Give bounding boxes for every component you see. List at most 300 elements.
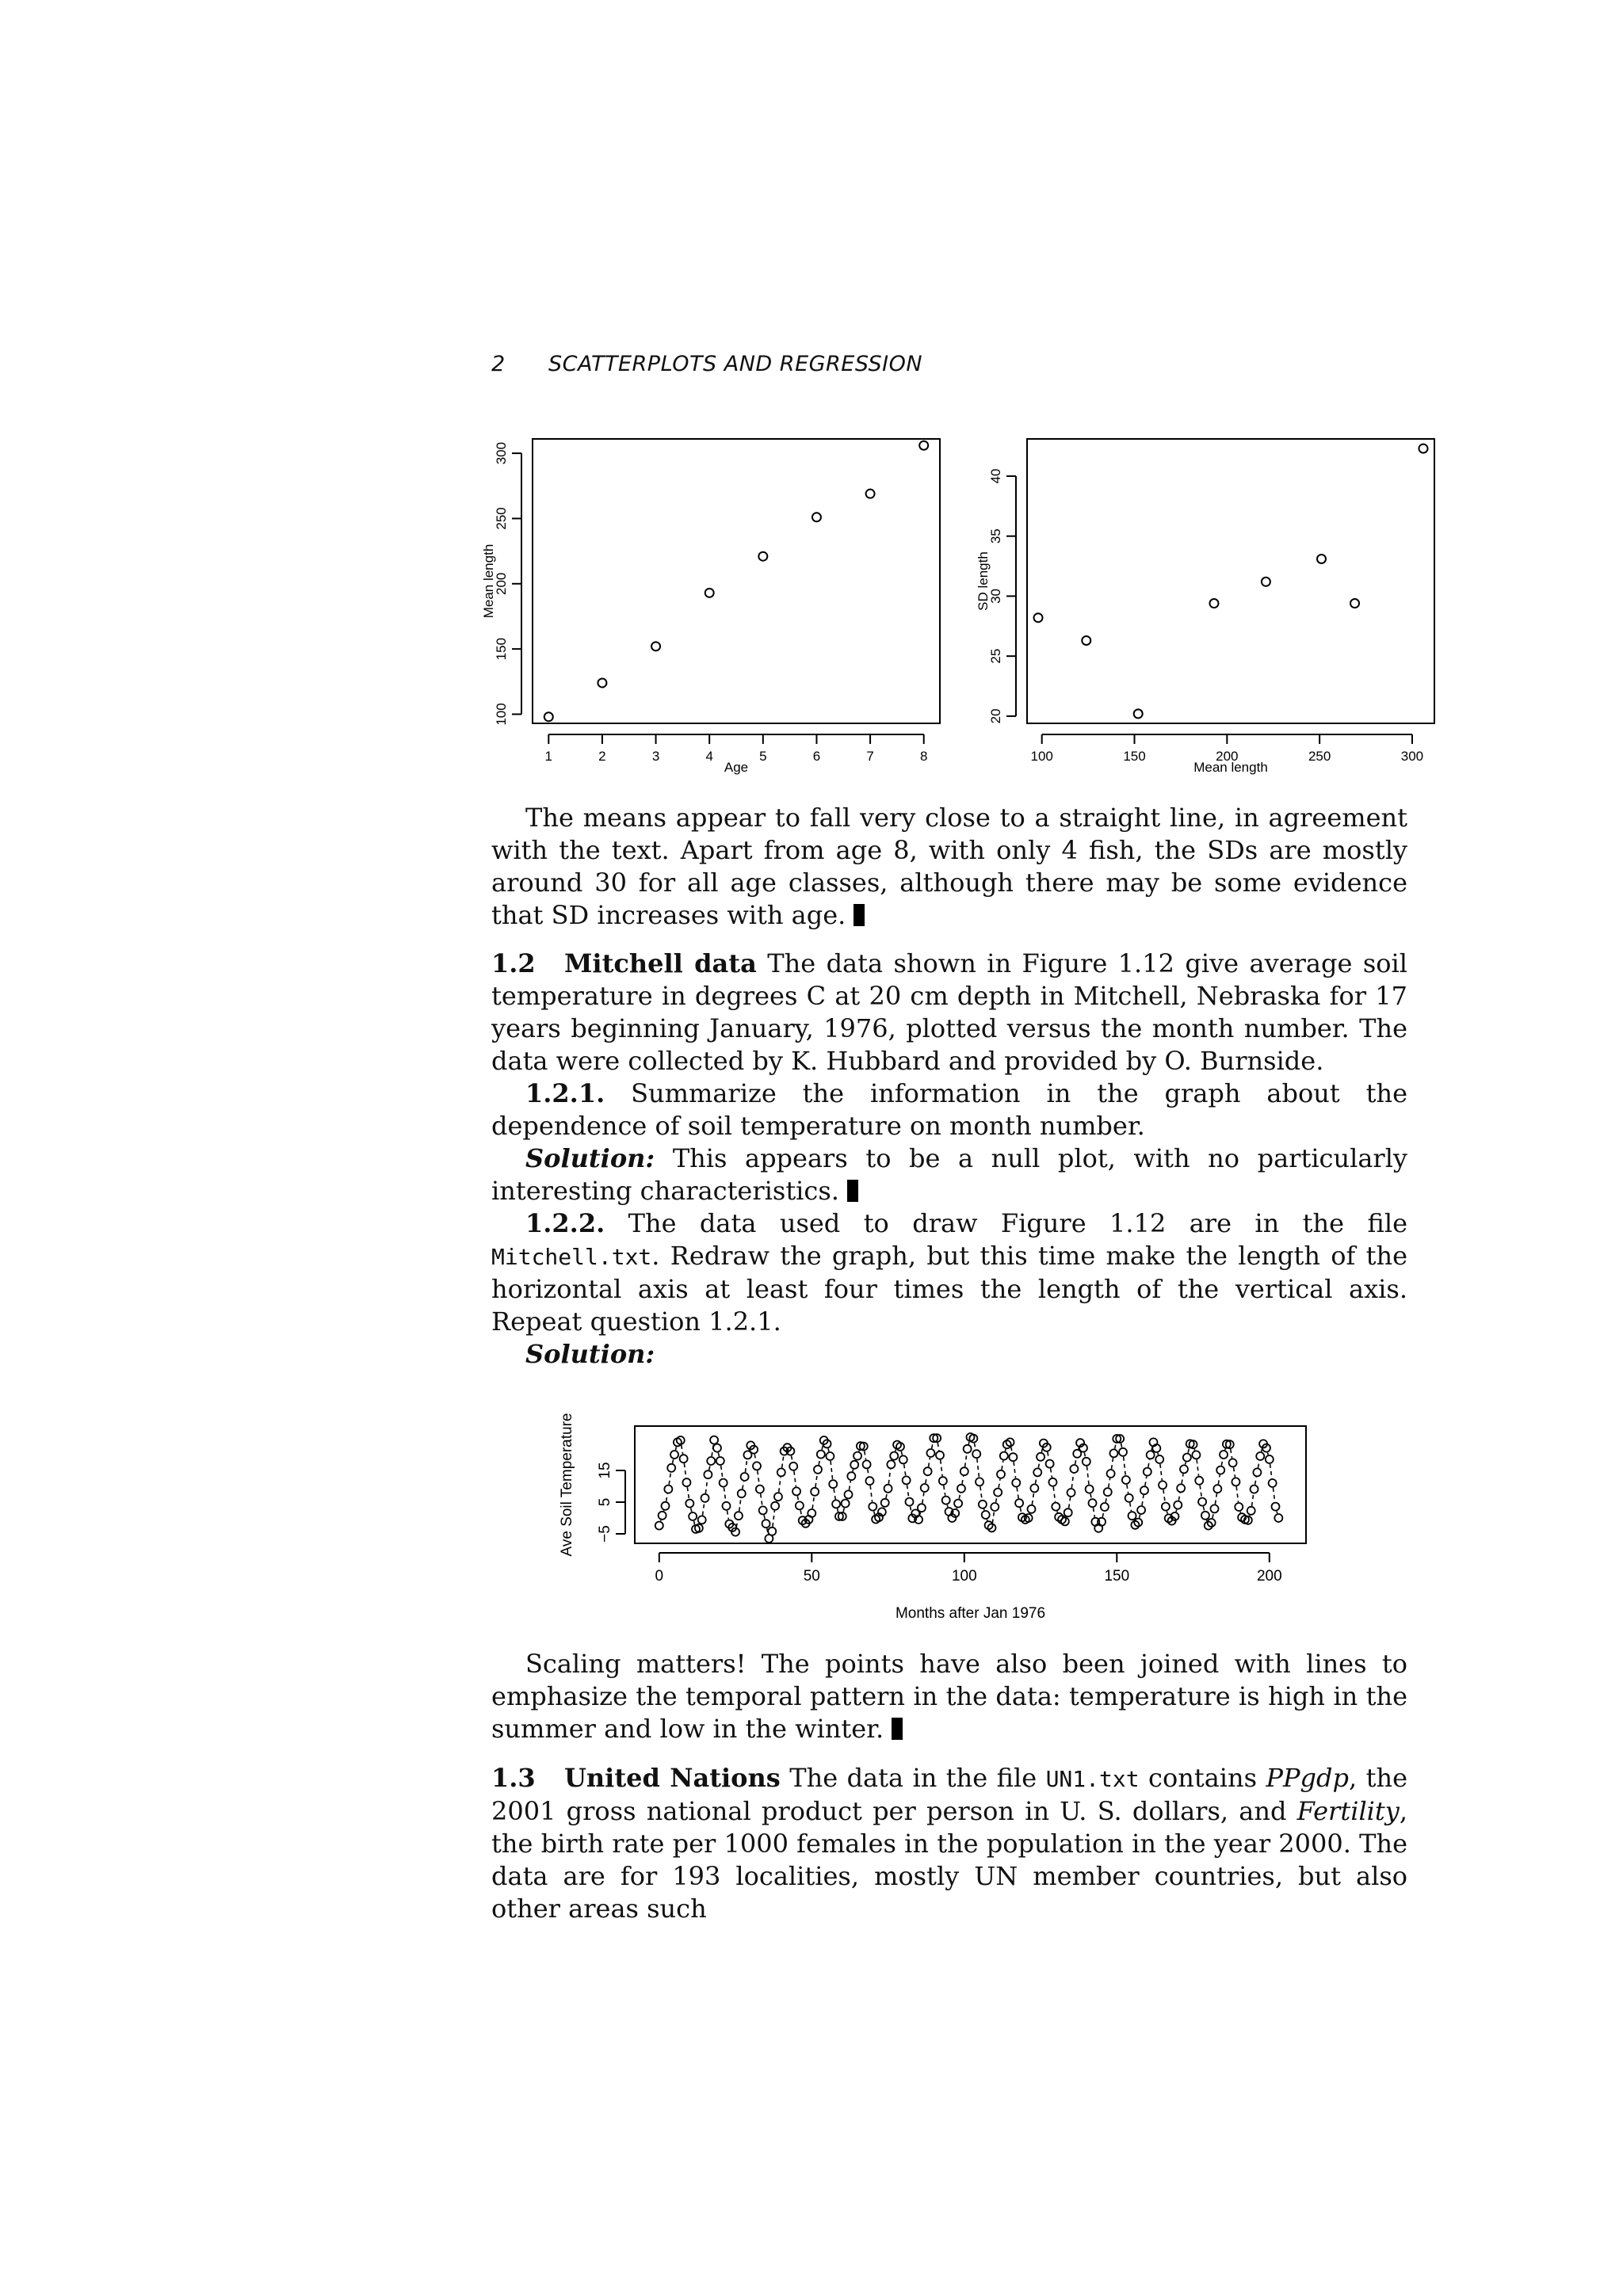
y-tick-label: 200 (494, 572, 509, 595)
series-segment (849, 1481, 850, 1489)
data-point (1195, 1477, 1203, 1485)
series-segment (718, 1452, 719, 1456)
data-point (1086, 1486, 1094, 1493)
series-segment (727, 1511, 728, 1520)
variable-name: Fertility (1296, 1796, 1400, 1826)
x-tick-label: 150 (1104, 1568, 1130, 1585)
data-point (1220, 1451, 1228, 1459)
data-point (655, 1522, 663, 1530)
data-point (1015, 1499, 1023, 1507)
data-point (1155, 1455, 1163, 1463)
sd-length-vs-mean-length-plot (976, 439, 1434, 775)
series-segment (1267, 1452, 1268, 1455)
series-segment (1086, 1466, 1089, 1485)
x-tick-label: 50 (803, 1568, 820, 1585)
data-point (1253, 1468, 1261, 1476)
data-point (899, 1455, 907, 1463)
series-segment (1178, 1493, 1180, 1500)
data-point (926, 1449, 934, 1457)
series-segment (1158, 1453, 1159, 1455)
series-segment (1145, 1477, 1147, 1486)
x-tick-label: 200 (1256, 1568, 1282, 1585)
data-point (756, 1486, 764, 1493)
data-point (1350, 599, 1359, 608)
data-point (812, 513, 821, 521)
section-number: 1.3 (491, 1763, 536, 1793)
y-tick-label: −5 (597, 1525, 613, 1543)
series-segment (1203, 1506, 1204, 1510)
question-text-before: The data used to draw Figure 1.12 are in the file (628, 1208, 1407, 1238)
series-segment (1071, 1474, 1073, 1488)
data-point (777, 1468, 785, 1476)
file-name: Mitchell.txt (491, 1244, 652, 1270)
question-text: Summarize the information in the graph about the dependence of soil temperature on month number. (491, 1078, 1408, 1141)
file-name: UN1.txt (1045, 1766, 1140, 1792)
x-tick-label: 250 (1308, 749, 1331, 764)
series-segment (675, 1447, 676, 1450)
series-segment (800, 1510, 801, 1516)
data-point (1209, 599, 1218, 608)
data-point (994, 1489, 1002, 1497)
data-point (847, 1472, 855, 1480)
series-segment (834, 1489, 835, 1499)
solution-text: This appears to be a null plot, with no particularly interesting characteristics. (491, 1143, 1408, 1206)
data-point (758, 552, 767, 561)
data-point (918, 1504, 926, 1512)
series-segment (831, 1461, 833, 1479)
data-point (1317, 555, 1326, 563)
data-point (685, 1500, 693, 1508)
section-title: United Nations (564, 1763, 781, 1793)
data-point (1012, 1479, 1020, 1487)
series-segment (1215, 1493, 1216, 1504)
series-segment (782, 1456, 784, 1468)
question-label: 1.2.2. (525, 1208, 605, 1238)
data-point (1266, 1455, 1274, 1463)
solution-label: Solution: (525, 1339, 655, 1369)
series-segment (1093, 1508, 1094, 1517)
series-segment (959, 1493, 960, 1499)
data-point (1213, 1485, 1221, 1493)
x-tick-label: 100 (951, 1568, 977, 1585)
series-segment (865, 1451, 866, 1460)
series-segment (1109, 1478, 1110, 1487)
plot-frame (533, 439, 940, 723)
series-segment (1084, 1452, 1085, 1456)
y-tick-label: 250 (494, 507, 509, 530)
data-point (1083, 1458, 1090, 1466)
data-point (1251, 1486, 1258, 1493)
data-point (704, 1470, 712, 1478)
data-point (710, 1436, 718, 1444)
series-segment (666, 1494, 668, 1501)
series-segment (1236, 1486, 1238, 1502)
series-segment (853, 1470, 854, 1472)
series-segment (779, 1477, 781, 1492)
qed-mark (892, 1718, 903, 1740)
series-segment (1051, 1469, 1052, 1478)
data-point (1198, 1498, 1206, 1506)
data-point (1030, 1484, 1038, 1492)
series-segment (1130, 1503, 1132, 1512)
data-point (1119, 1448, 1127, 1456)
data-point (829, 1480, 837, 1488)
data-point (1009, 1453, 1017, 1461)
series-segment (745, 1459, 747, 1472)
data-point (976, 1478, 983, 1486)
data-point (972, 1450, 980, 1458)
series-segment (1002, 1461, 1003, 1470)
data-point (1107, 1470, 1115, 1478)
series-segment (922, 1493, 924, 1503)
series-segment (962, 1476, 964, 1484)
data-point (826, 1452, 834, 1460)
paragraph-scaling (491, 1648, 1407, 1745)
data-point (689, 1512, 697, 1520)
series-segment (761, 1494, 762, 1506)
data-point (1109, 1449, 1117, 1457)
series-segment (1255, 1477, 1257, 1484)
data-point (881, 1499, 889, 1507)
series-segment (1005, 1449, 1006, 1451)
series-segment (1188, 1448, 1189, 1452)
plot-frame (1027, 439, 1434, 723)
soil-temperature-time-series-plot (559, 1413, 1306, 1622)
series-segment (705, 1479, 707, 1493)
data-point (1247, 1507, 1255, 1515)
series-segment (721, 1466, 723, 1478)
data-point (720, 1479, 727, 1487)
data-point (979, 1501, 987, 1508)
y-tick-label: 100 (494, 703, 509, 726)
data-point (723, 1502, 731, 1510)
y-tick-label: 35 (988, 528, 1003, 544)
series-segment (1075, 1459, 1076, 1464)
series-segment (758, 1470, 759, 1484)
data-point (808, 1509, 815, 1517)
data-point (774, 1493, 782, 1501)
y-axis-label: SD length (976, 551, 991, 611)
data-point (741, 1473, 749, 1481)
data-point (1274, 1514, 1282, 1522)
data-point (698, 1516, 706, 1524)
x-tick-label: 3 (651, 749, 660, 764)
series-segment (1090, 1493, 1091, 1498)
data-point (738, 1489, 746, 1497)
paragraph-scaling-text: Scaling matters! The points have also been joined with lines to emphasize the temporal pattern in the data: temperature is high in the summer and low in the winter. (491, 1649, 1407, 1744)
y-tick-label: 15 (597, 1462, 613, 1479)
series-segment (1258, 1461, 1260, 1468)
x-tick-label: 7 (866, 749, 874, 764)
series-segment (947, 1505, 948, 1507)
series-segment (941, 1460, 942, 1476)
x-tick-label: 4 (705, 749, 713, 764)
data-point (1183, 1454, 1191, 1462)
data-point (1000, 1452, 1008, 1460)
data-point (1125, 1494, 1133, 1502)
data-point (1269, 1479, 1277, 1487)
series-segment (815, 1474, 817, 1487)
series-segment (1053, 1487, 1055, 1502)
series-segment (754, 1454, 756, 1461)
data-point (942, 1497, 950, 1505)
data-point (1104, 1488, 1112, 1496)
series-segment (1127, 1485, 1128, 1493)
series-segment (926, 1476, 927, 1483)
paragraph-means (491, 802, 1407, 932)
series-segment (691, 1508, 692, 1512)
series-segment (977, 1459, 980, 1477)
data-point (903, 1476, 911, 1484)
x-tick-label: 100 (1030, 749, 1053, 764)
series-segment (1221, 1459, 1223, 1466)
series-segment (1032, 1493, 1033, 1505)
series-segment (682, 1445, 683, 1454)
paragraph-means-text: The means appear to fall very close to a straight line, in agreement with the text. Apart from age 8, with only 4 fish, the SDs are mostly around 30 for all age classes, although there may be some evidence that SD increases with age. (491, 803, 1407, 930)
data-point (713, 1444, 721, 1452)
data-point (670, 1451, 678, 1459)
series-segment (1011, 1447, 1012, 1452)
series-segment (1148, 1459, 1150, 1466)
series-segment (980, 1486, 982, 1500)
data-point (957, 1485, 965, 1493)
data-point (705, 589, 714, 597)
data-point (850, 1461, 858, 1469)
question-text-after: . Redraw the graph, but this time make the length of the horizontal axis at least four times the length of the vertical axis. Repeat question 1.2.1. (491, 1241, 1407, 1337)
data-point (865, 1477, 873, 1485)
y-tick-label: 150 (494, 637, 509, 661)
data-point (1037, 1453, 1044, 1461)
series-segment (996, 1497, 997, 1502)
y-tick-label: 25 (988, 648, 1003, 664)
y-tick-label: 30 (988, 588, 1003, 604)
series-segment (1212, 1513, 1213, 1518)
data-point (842, 1500, 850, 1508)
series-segment (1270, 1464, 1272, 1478)
data-point (939, 1477, 947, 1485)
x-axis-label: Months after Jan 1976 (895, 1605, 1046, 1622)
data-point (1201, 1512, 1209, 1520)
series-segment (1231, 1449, 1232, 1458)
series-segment (828, 1448, 829, 1451)
series-segment (1038, 1462, 1040, 1468)
section-number: 1.2 (491, 948, 536, 978)
data-point (997, 1470, 1005, 1478)
series-segment (669, 1473, 670, 1485)
section-united-nations (491, 1762, 1407, 1925)
series-segment (797, 1496, 798, 1501)
series-segment (938, 1443, 939, 1451)
series-segment (992, 1512, 994, 1524)
data-point (982, 1511, 990, 1519)
series-segment (743, 1482, 744, 1489)
x-tick-label: 6 (812, 749, 821, 764)
data-point (735, 1512, 743, 1520)
x-tick-label: 150 (1123, 749, 1146, 764)
section-body: contains (1148, 1763, 1258, 1793)
series-segment (868, 1469, 869, 1476)
data-point (1256, 1452, 1264, 1460)
series-segment (764, 1515, 765, 1519)
data-point (1101, 1503, 1109, 1511)
series-segment (709, 1466, 710, 1470)
data-point (906, 1498, 914, 1506)
series-segment (1069, 1497, 1071, 1508)
section-body: The data in the file (789, 1763, 1037, 1793)
series-segment (739, 1498, 741, 1511)
question-label: 1.2.1. (525, 1078, 605, 1108)
data-point (1216, 1466, 1224, 1474)
series-segment (1218, 1475, 1220, 1485)
x-tick-label: 8 (919, 749, 928, 764)
series-segment (1200, 1486, 1201, 1497)
data-point (1134, 709, 1143, 718)
x-tick-label: 200 (1216, 749, 1239, 764)
series-segment (843, 1508, 844, 1512)
data-point (890, 1452, 898, 1460)
data-point (680, 1455, 688, 1463)
series-segment (694, 1521, 695, 1524)
data-point (1147, 1451, 1155, 1459)
data-point (991, 1503, 999, 1511)
x-tick-label: 300 (1400, 749, 1424, 764)
series-segment (901, 1451, 902, 1455)
data-point (1046, 1460, 1054, 1468)
y-tick-label: 20 (988, 708, 1003, 724)
data-point (768, 1527, 776, 1535)
qed-mark (854, 904, 865, 926)
x-axis-label: Age (724, 760, 749, 775)
data-point (1211, 1505, 1219, 1512)
data-point (1070, 1465, 1078, 1473)
series-segment (968, 1442, 969, 1444)
data-point (759, 1506, 767, 1514)
series-segment (1035, 1477, 1037, 1483)
qed-mark (847, 1180, 858, 1202)
data-point (1137, 1506, 1145, 1514)
data-point (954, 1500, 962, 1508)
series-segment (965, 1454, 967, 1467)
data-point (1159, 1481, 1167, 1489)
data-point (1162, 1503, 1170, 1511)
series-segment (1111, 1458, 1113, 1469)
data-point (789, 1463, 797, 1470)
data-point (1028, 1505, 1036, 1513)
y-axis-label: Ave Soil Temperature (559, 1413, 575, 1557)
data-point (1144, 1468, 1151, 1476)
section-body: The data shown in Figure 1.12 give average soil temperature in degrees C at 20 cm depth in Mitchell, Nebraska for 17 years beginning January, 1976, plotted versus the month number. The data were collected by K. Hubbard and provided by O. Burnside. (491, 948, 1408, 1076)
section-mitchell (491, 948, 1407, 1371)
data-point (792, 1487, 800, 1495)
data-point (845, 1490, 853, 1498)
series-segment (1160, 1464, 1162, 1480)
data-point (707, 1457, 715, 1465)
data-point (1067, 1489, 1075, 1497)
mean-length-vs-age-plot (481, 439, 940, 775)
data-point (598, 678, 606, 687)
series-segment (1020, 1508, 1021, 1512)
series-segment (944, 1486, 945, 1496)
data-point (817, 1451, 825, 1459)
x-tick-label: 2 (598, 749, 606, 764)
series-segment (1142, 1495, 1144, 1505)
series-segment (874, 1511, 875, 1514)
data-point (1122, 1476, 1130, 1484)
data-point (1033, 1468, 1041, 1476)
section-title: Mitchell data (564, 948, 757, 978)
data-point (667, 1464, 675, 1472)
data-point (753, 1462, 761, 1470)
data-point (1262, 578, 1270, 586)
data-point (1174, 1501, 1182, 1509)
y-tick-label: 300 (494, 441, 509, 465)
data-point (866, 490, 875, 498)
series-segment (812, 1497, 814, 1508)
data-point (716, 1457, 724, 1465)
series-segment (1273, 1488, 1274, 1502)
data-point (919, 441, 928, 450)
series-segment (1115, 1444, 1116, 1449)
series-segment (1014, 1462, 1015, 1478)
series-segment (687, 1487, 689, 1499)
series-segment (907, 1485, 908, 1497)
series-segment (1182, 1474, 1183, 1483)
data-point (811, 1488, 819, 1496)
x-tick-label: 5 (759, 749, 767, 764)
x-tick-label: 1 (544, 749, 553, 764)
data-point (854, 1452, 861, 1460)
data-point (960, 1467, 968, 1475)
data-point (832, 1500, 840, 1508)
data-point (1140, 1486, 1148, 1494)
series-segment (886, 1493, 887, 1498)
data-point (1034, 613, 1043, 622)
section-body: , the birth rate per 1000 females in the population in the year 2000. The data are for 193 localities, mostly UN member countries, but also other areas such (491, 1796, 1408, 1924)
data-point (1177, 1484, 1185, 1492)
series-segment (999, 1479, 1000, 1488)
page-number: 2 (491, 352, 506, 376)
data-point (1089, 1499, 1097, 1507)
series-segment (673, 1459, 674, 1463)
data-point (921, 1484, 929, 1492)
y-axis-label: Mean length (481, 543, 496, 619)
data-point (884, 1485, 892, 1493)
data-point (1229, 1459, 1237, 1466)
data-point (1180, 1465, 1188, 1473)
series-segment (1197, 1459, 1198, 1475)
running-title: SCATTERPLOTS AND REGRESSION (548, 352, 923, 376)
series-segment (703, 1503, 705, 1516)
data-point (924, 1467, 932, 1475)
data-point (814, 1466, 822, 1474)
data-point (544, 712, 553, 721)
series-segment (684, 1463, 685, 1478)
data-point (863, 1460, 871, 1468)
series-segment (1102, 1512, 1103, 1517)
data-point (1052, 1503, 1060, 1511)
data-point (887, 1460, 895, 1468)
series-segment (929, 1458, 930, 1466)
data-point (1419, 444, 1427, 453)
data-point (936, 1451, 944, 1459)
data-point (869, 1503, 876, 1511)
x-tick-label: 0 (655, 1568, 664, 1585)
data-point (762, 1520, 770, 1527)
series-segment (888, 1469, 890, 1483)
x-axis-label: Mean length (1193, 760, 1268, 775)
series-segment (1017, 1488, 1018, 1499)
data-point (651, 642, 660, 650)
